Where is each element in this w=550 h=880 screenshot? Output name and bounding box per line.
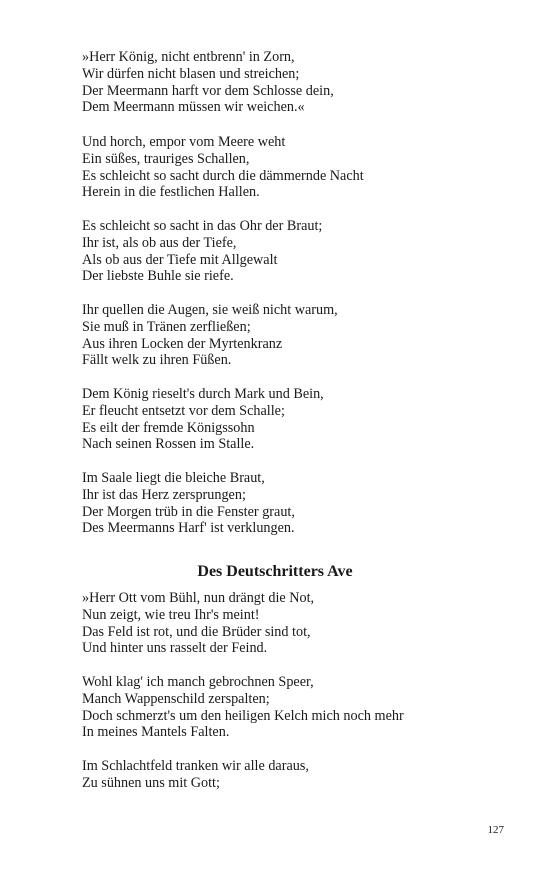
verse-line: Wohl klag' ich manch gebrochnen Speer, (82, 674, 314, 690)
verse-line: Der Meermann harft vor dem Schlosse dein, (82, 82, 334, 99)
stanza-6 (82, 470, 295, 537)
page-number: 127 (487, 824, 504, 836)
verse-line: Das Feld ist rot, und die Brüder sind tot, (82, 623, 311, 640)
verse-line: Im Schlachtfeld tranken wir alle daraus, (82, 758, 309, 774)
stanza-9 (82, 758, 309, 792)
verse-line: Aus ihren Locken der Myrtenkranz (82, 335, 283, 352)
stanza-4 (82, 302, 338, 369)
verse-line: Ihr ist, als ob aus der Tiefe, (82, 234, 237, 251)
verse-line: Doch schmerzt's um den heiligen Kelch mich noch mehr (82, 707, 404, 724)
verse-line: Fällt welk zu ihren Füßen. (82, 352, 232, 369)
verse-line: Zu sühnen uns mit Gott; (82, 774, 220, 791)
stanza-5 (82, 386, 324, 453)
verse-line: In meines Mantels Falten. (82, 724, 230, 741)
verse-line: Und horch, empor vom Meere weht (82, 134, 286, 150)
verse-line: Als ob aus der Tiefe mit Allgewalt (82, 251, 278, 268)
verse-line: Ein süßes, trauriges Schallen, (82, 150, 250, 167)
verse-line: Nach seinen Rossen im Stalle. (82, 436, 255, 453)
poem-title: Des Deutschritters Ave (197, 563, 353, 580)
verse-line: Sie muß in Tränen zerfließen; (82, 318, 251, 335)
verse-line: Dem Meermann müssen wir weichen.« (82, 99, 305, 116)
stanza-8 (82, 674, 404, 741)
stanza-3 (82, 218, 322, 285)
verse-line: Wir dürfen nicht blasen und streichen; (82, 65, 300, 82)
verse-line: Herein in die festlichen Hallen. (82, 184, 260, 201)
verse-line: Es schleicht so sacht durch die dämmernde Nacht (82, 167, 364, 184)
verse-line: »Herr Ott vom Bühl, nun drängt die Not, (82, 590, 315, 606)
verse-line: Der liebste Buhle sie riefe. (82, 268, 234, 285)
verse-line: Er fleucht entsetzt vor dem Schalle; (82, 402, 285, 419)
verse-line: Nun zeigt, wie treu Ihr's meint! (82, 606, 260, 623)
verse-line: Dem König rieselt's durch Mark und Bein, (82, 386, 324, 402)
verse-line: Und hinter uns rasselt der Feind. (82, 640, 268, 657)
verse-line: Des Meermanns Harf' ist verklungen. (82, 520, 295, 537)
verse-line: Manch Wappenschild zerspalten; (82, 690, 270, 707)
stanza-1 (82, 49, 334, 116)
verse-line: Ihr ist das Herz zersprungen; (82, 486, 246, 503)
verse-line: Der Morgen trüb in die Fenster graut, (82, 503, 295, 520)
verse-line: Im Saale liegt die bleiche Braut, (82, 470, 265, 486)
verse-line: Ihr quellen die Augen, sie weiß nicht warum, (82, 302, 338, 318)
verse-line: Es eilt der fremde Königssohn (82, 419, 255, 436)
stanza-7 (82, 590, 314, 657)
verse-line: »Herr König, nicht entbrenn' in Zorn, (82, 49, 295, 65)
verse-line: Es schleicht so sacht in das Ohr der Braut; (82, 218, 323, 234)
stanza-2 (82, 134, 364, 201)
